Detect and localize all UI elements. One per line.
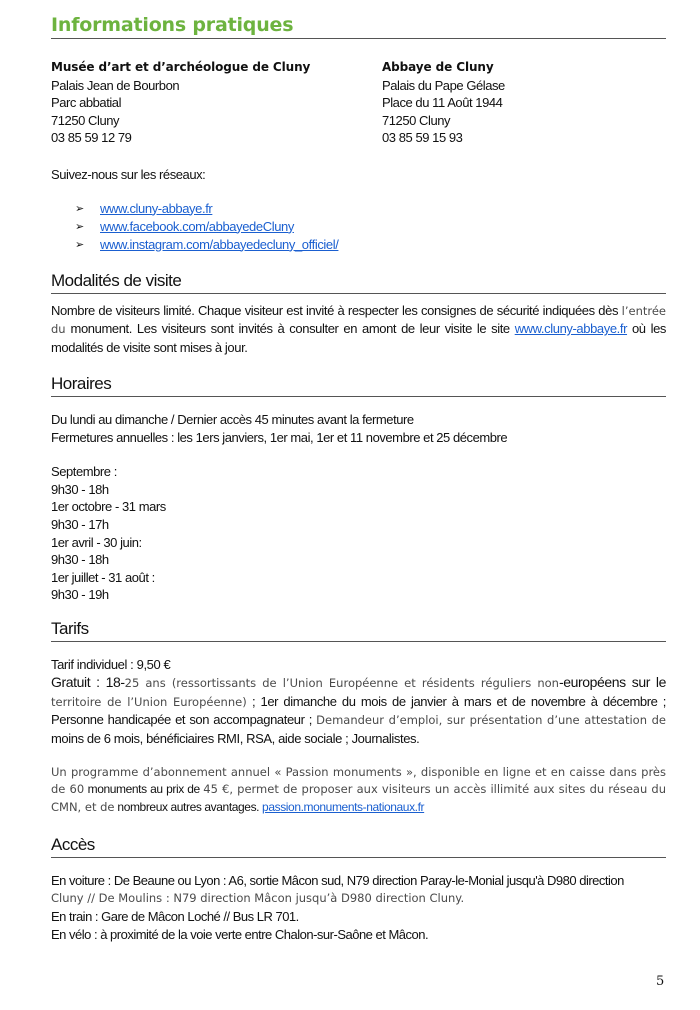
abbey-phone: 03 85 59 15 93 bbox=[382, 130, 463, 145]
instagram-link[interactable]: www.instagram.com/abbayedecluny_officiel/ bbox=[100, 236, 339, 252]
museum-line: Parc abbatial bbox=[51, 95, 122, 110]
period-hours: 9h30 - 17h bbox=[51, 516, 109, 532]
section-divider bbox=[51, 293, 666, 294]
museum-address bbox=[51, 59, 382, 147]
free-admission bbox=[51, 674, 666, 748]
free-text-gray: Demandeur d’emploi, sur présentation d’une attestation de bbox=[316, 713, 667, 728]
museum-line: 71250 Cluny bbox=[51, 112, 120, 128]
hours-heading: Horaires bbox=[51, 374, 112, 393]
website-link[interactable]: www.cluny-abbaye.fr bbox=[100, 200, 213, 216]
acces-block bbox=[51, 872, 666, 943]
title-divider bbox=[51, 38, 666, 39]
content bbox=[51, 0, 666, 944]
list-item bbox=[51, 236, 666, 254]
hours-block bbox=[51, 411, 666, 604]
abbey-line: Palais du Pape Gélase bbox=[382, 77, 505, 93]
train-access: En train : Gare de Mâcon Loché // Bus LR 701. bbox=[51, 909, 299, 925]
promo-text-gray: 45 €, permet de proposer aux visiteurs un accès illimité aux sites du réseau du CMN, et de bbox=[51, 782, 667, 814]
free-text: moins de 6 mois, bénéficiaires RMI, RSA, aide sociale ; Journalistes. bbox=[51, 731, 420, 747]
facebook-link[interactable]: www.facebook.com/abbayedeCluny bbox=[100, 218, 294, 234]
addresses bbox=[51, 59, 666, 147]
car-access-gray: Cluny // De Moulins : N79 direction Mâcon jusqu’à D980 direction Cluny. bbox=[51, 891, 465, 906]
visit-text: où les modalités de visite sont mises à jour. bbox=[51, 321, 666, 355]
follow-text: Suivez-nous sur les réseaux: bbox=[51, 166, 206, 182]
free-text-gray: 25 ans (ressortissants de l’Union Européenne et résidents réguliers non bbox=[124, 675, 559, 690]
acces-heading: Accès bbox=[51, 835, 95, 855]
free-text: Gratuit : 18- bbox=[51, 673, 125, 690]
abbey-line: 71250 Cluny bbox=[382, 112, 451, 128]
abbey-name: Abbaye de Cluny bbox=[382, 60, 494, 74]
list-item bbox=[51, 200, 666, 218]
promo-text: monuments au prix de bbox=[84, 782, 204, 797]
section-divider bbox=[51, 857, 666, 858]
period-label: Septembre : bbox=[51, 464, 117, 480]
social-links bbox=[51, 200, 666, 254]
museum-line: Palais Jean de Bourbon bbox=[51, 77, 180, 93]
promo-text-gray: Un programme d’abonnement annuel « Passion monuments », disponible en ligne et en caisse dans près de 60 bbox=[51, 764, 666, 797]
hours-line: Du lundi au dimanche / Dernier accès 45 minutes avant la fermeture bbox=[51, 412, 414, 427]
period-hours: 9h30 - 18h bbox=[51, 552, 109, 568]
visit-text-gray: l’entrée du bbox=[51, 303, 666, 336]
period-hours: 9h30 - 19h bbox=[51, 587, 109, 603]
visit-text: Nombre de visiteurs limité. Chaque visiteur est invité à respecter les consignes de sécurité indiquées dès bbox=[51, 302, 619, 318]
page-number: 5 bbox=[656, 974, 665, 989]
free-text: -européens sur le bbox=[558, 673, 667, 690]
arrow-bullet-icon: ➢ bbox=[75, 202, 84, 215]
page-title: Informations pratiques bbox=[51, 14, 294, 36]
section-divider bbox=[51, 641, 666, 642]
tarifs-block bbox=[51, 656, 666, 816]
museum-phone: 03 85 59 12 79 bbox=[51, 130, 132, 145]
section-divider bbox=[51, 396, 666, 397]
period-label: 1er juillet - 31 août : bbox=[51, 569, 155, 585]
arrow-bullet-icon: ➢ bbox=[75, 238, 84, 251]
museum-name: Musée d’art et d’archéologue de Cluny bbox=[51, 60, 311, 74]
tarifs-heading: Tarifs bbox=[51, 618, 89, 638]
period-label: 1er avril - 30 juin: bbox=[51, 534, 142, 550]
period-hours: 9h30 - 18h bbox=[51, 481, 109, 497]
passion-link[interactable]: passion.monuments-nationaux.fr bbox=[262, 799, 425, 814]
arrow-bullet-icon: ➢ bbox=[75, 220, 84, 233]
visit-paragraph bbox=[51, 302, 666, 357]
period-label: 1er octobre - 31 mars bbox=[51, 499, 166, 515]
closures-line: Fermetures annuelles : les 1ers janviers, 1er mai, 1er et 11 novembre et 25 décembre bbox=[51, 429, 508, 445]
free-text-gray: territoire de l’Union Européenne) bbox=[51, 694, 247, 709]
promo-text: nombreux autres avantages. bbox=[114, 799, 263, 814]
free-text: ; 1er dimanche du mois de janvier à mars et de novembre à décembre ; Personne handicapée et son accompagnateur ; bbox=[51, 693, 666, 728]
car-access: En voiture : De Beaune ou Lyon : A6, sortie Mâcon sud, N79 direction Paray-le-Monial jusqu'à D980 direction bbox=[51, 873, 624, 889]
visit-text: monument. Les visiteurs sont invités à consulter en amont de leur visite le site bbox=[65, 321, 515, 336]
visit-heading: Modalités de visite bbox=[51, 270, 182, 290]
list-item bbox=[51, 218, 666, 236]
visit-site-link[interactable]: www.cluny-abbaye.fr bbox=[514, 321, 628, 336]
abbey-line: Place du 11 Août 1944 bbox=[382, 95, 503, 110]
individual-price: Tarif individuel : 9,50 € bbox=[51, 656, 171, 672]
promo-paragraph bbox=[51, 764, 666, 817]
bike-access: En vélo : à proximité de la voie verte entre Chalon-sur-Saône et Mâcon. bbox=[51, 926, 429, 942]
abbey-address bbox=[382, 59, 666, 147]
